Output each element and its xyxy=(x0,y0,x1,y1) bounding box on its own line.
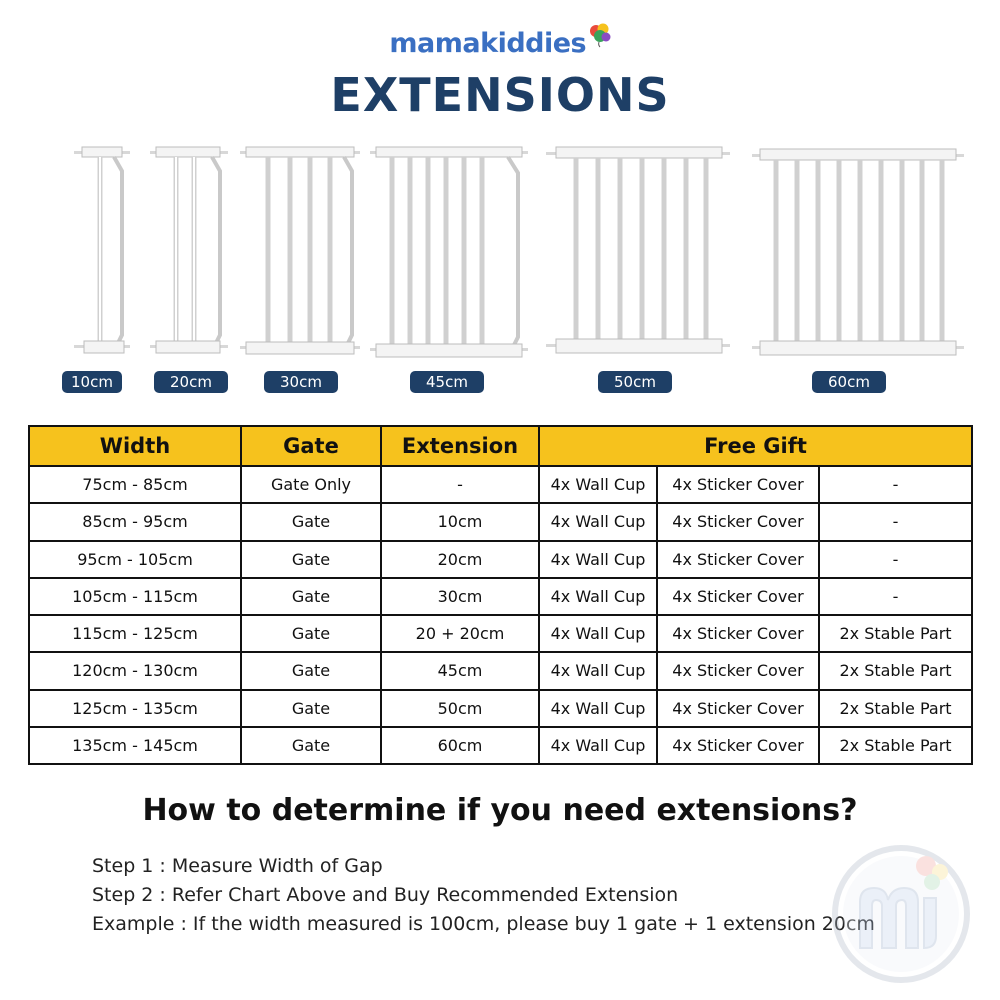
extension-panel-image xyxy=(150,145,228,360)
cell-gate: Gate xyxy=(241,615,381,652)
cell-gift-stable-part: 2x Stable Part xyxy=(819,690,972,727)
cell-width: 95cm - 105cm xyxy=(29,541,241,578)
cell-gift-wall-cup: 4x Wall Cup xyxy=(539,503,657,540)
cell-gate: Gate Only xyxy=(241,466,381,503)
header-extension: Extension xyxy=(381,426,539,466)
table-row xyxy=(29,466,972,503)
cell-gift-stable-part: 2x Stable Part xyxy=(819,727,972,764)
cell-extension: 30cm xyxy=(381,578,539,615)
extension-label: 50cm xyxy=(598,371,672,393)
cell-gift-stable-part: 2x Stable Part xyxy=(819,615,972,652)
cell-width: 135cm - 145cm xyxy=(29,727,241,764)
extension-label: 45cm xyxy=(410,371,484,393)
cell-width: 75cm - 85cm xyxy=(29,466,241,503)
cell-gift-wall-cup: 4x Wall Cup xyxy=(539,690,657,727)
step-example: Example : If the width measured is 100cm, please buy 1 gate + 1 extension 20cm xyxy=(92,913,875,935)
extension-label: 30cm xyxy=(264,371,338,393)
table-row xyxy=(29,690,972,727)
table-header-row xyxy=(29,426,972,466)
howto-steps xyxy=(92,852,952,939)
cell-gift-sticker-cover: 4x Sticker Cover xyxy=(657,578,819,615)
table-row xyxy=(29,503,972,540)
brand-name: mamakiddies xyxy=(389,28,587,59)
cell-gift-stable-part: - xyxy=(819,541,972,578)
cell-gift-wall-cup: 4x Wall Cup xyxy=(539,578,657,615)
cell-gift-wall-cup: 4x Wall Cup xyxy=(539,466,657,503)
extension-panel-image xyxy=(752,145,964,359)
cell-gift-sticker-cover: 4x Sticker Cover xyxy=(657,503,819,540)
brand-logo xyxy=(0,22,1000,66)
table-row xyxy=(29,652,972,689)
extension-30cm xyxy=(240,143,360,361)
step-2: Step 2 : Refer Chart Above and Buy Recommended Extension xyxy=(92,884,679,906)
cell-gift-wall-cup: 4x Wall Cup xyxy=(539,541,657,578)
cell-width: 105cm - 115cm xyxy=(29,578,241,615)
cell-gift-sticker-cover: 4x Sticker Cover xyxy=(657,615,819,652)
cell-extension: 45cm xyxy=(381,652,539,689)
cell-gift-wall-cup: 4x Wall Cup xyxy=(539,727,657,764)
extension-panel-image xyxy=(370,143,528,361)
extension-60cm xyxy=(752,145,964,359)
cell-gift-sticker-cover: 4x Sticker Cover xyxy=(657,727,819,764)
cell-gift-sticker-cover: 4x Sticker Cover xyxy=(657,541,819,578)
extension-panel-image xyxy=(74,145,130,360)
cell-gate: Gate xyxy=(241,503,381,540)
cell-width: 125cm - 135cm xyxy=(29,690,241,727)
extension-label: 20cm xyxy=(154,371,228,393)
extension-label: 10cm xyxy=(62,371,122,393)
cell-gift-stable-part: - xyxy=(819,466,972,503)
cell-extension: - xyxy=(381,466,539,503)
howto-title: How to determine if you need extensions? xyxy=(142,793,858,828)
header-free-gift: Free Gift xyxy=(539,426,972,466)
cell-width: 85cm - 95cm xyxy=(29,503,241,540)
extension-size-table xyxy=(28,425,973,765)
cell-extension: 50cm xyxy=(381,690,539,727)
extension-50cm xyxy=(546,143,730,359)
cell-gift-stable-part: - xyxy=(819,578,972,615)
cell-gate: Gate xyxy=(241,727,381,764)
table-row xyxy=(29,615,972,652)
cell-extension: 60cm xyxy=(381,727,539,764)
cell-extension: 10cm xyxy=(381,503,539,540)
header-gate: Gate xyxy=(241,426,381,466)
cell-gate: Gate xyxy=(241,578,381,615)
step-1: Step 1 : Measure Width of Gap xyxy=(92,855,383,877)
extension-10cm xyxy=(74,145,130,360)
extension-45cm xyxy=(370,143,528,361)
cell-extension: 20cm xyxy=(381,541,539,578)
cell-gift-sticker-cover: 4x Sticker Cover xyxy=(657,652,819,689)
table-row xyxy=(29,578,972,615)
balloons-icon xyxy=(587,22,611,48)
cell-gift-stable-part: - xyxy=(819,503,972,540)
cell-width: 120cm - 130cm xyxy=(29,652,241,689)
page-title: EXTENSIONS xyxy=(330,68,670,122)
cell-gift-wall-cup: 4x Wall Cup xyxy=(539,615,657,652)
extension-panel-image xyxy=(546,143,730,359)
header-width: Width xyxy=(29,426,241,466)
cell-gift-wall-cup: 4x Wall Cup xyxy=(539,652,657,689)
cell-gift-stable-part: 2x Stable Part xyxy=(819,652,972,689)
cell-gate: Gate xyxy=(241,541,381,578)
brand-watermark-icon xyxy=(826,836,976,986)
table-row xyxy=(29,727,972,764)
cell-gate: Gate xyxy=(241,690,381,727)
cell-gate: Gate xyxy=(241,652,381,689)
extension-20cm xyxy=(150,145,228,360)
extension-panel-image xyxy=(240,143,360,361)
table-row xyxy=(29,541,972,578)
extension-label: 60cm xyxy=(812,371,886,393)
cell-gift-sticker-cover: 4x Sticker Cover xyxy=(657,466,819,503)
cell-gift-sticker-cover: 4x Sticker Cover xyxy=(657,690,819,727)
cell-width: 115cm - 125cm xyxy=(29,615,241,652)
cell-extension: 20 + 20cm xyxy=(381,615,539,652)
